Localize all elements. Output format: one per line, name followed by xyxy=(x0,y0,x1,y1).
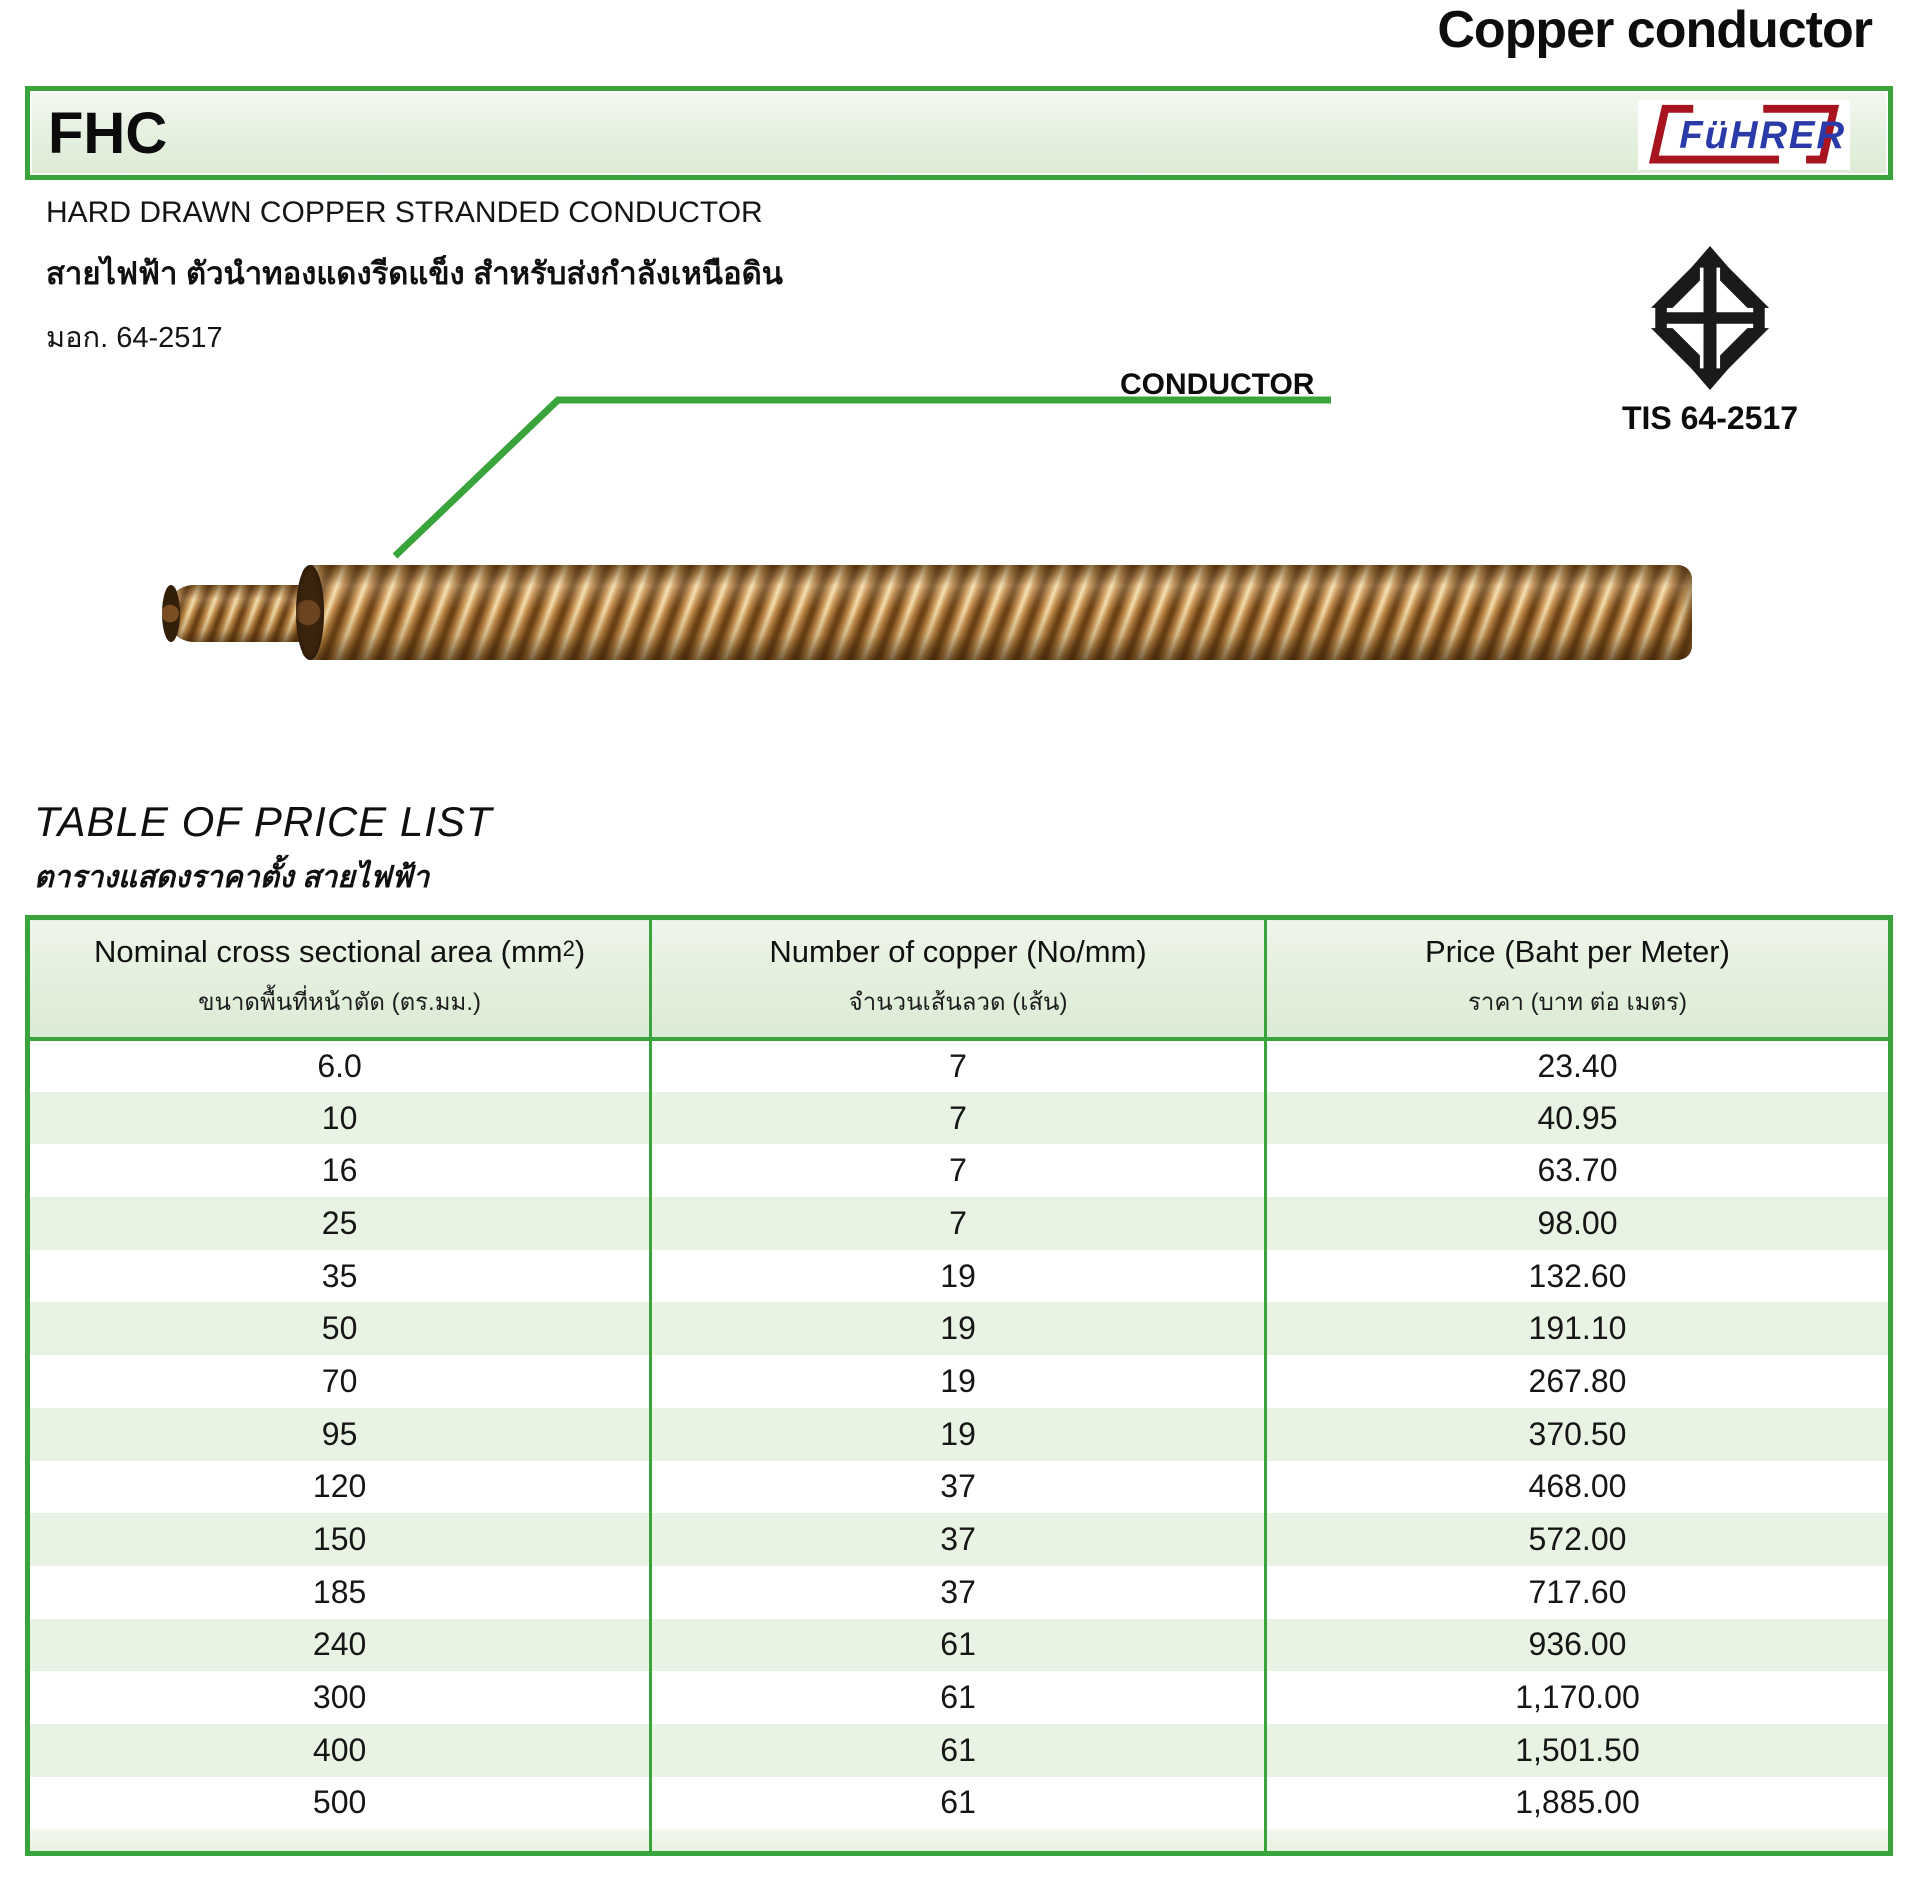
standard-number: มอก. 64-2517 xyxy=(46,322,223,354)
cell-price: 98.00 xyxy=(1265,1197,1890,1250)
cell-strands: 61 xyxy=(651,1671,1266,1724)
cell-price: 1,170.00 xyxy=(1265,1671,1890,1724)
cell-strands: 61 xyxy=(651,1619,1266,1672)
header-row xyxy=(28,918,1891,1040)
cell-area: 240 xyxy=(28,1619,651,1672)
cell-price: 1,885.00 xyxy=(1265,1777,1890,1830)
cell-price: 370.50 xyxy=(1265,1408,1890,1461)
cell-price: 23.40 xyxy=(1265,1039,1890,1092)
cell-strands: 61 xyxy=(651,1724,1266,1777)
cell-strands xyxy=(651,1829,1266,1853)
cell-strands: 7 xyxy=(651,1039,1266,1092)
cell-area: 185 xyxy=(28,1566,651,1619)
cell-strands: 19 xyxy=(651,1250,1266,1303)
table-row xyxy=(28,1724,1891,1777)
cell-strands: 19 xyxy=(651,1408,1266,1461)
callout-line xyxy=(390,392,1340,567)
cell-area xyxy=(28,1829,651,1853)
cell-strands: 7 xyxy=(651,1144,1266,1197)
cell-area: 120 xyxy=(28,1461,651,1514)
cell-price: 63.70 xyxy=(1265,1144,1890,1197)
cell-price: 40.95 xyxy=(1265,1092,1890,1145)
col-header-area xyxy=(28,918,651,1040)
fuhrer-logo xyxy=(1638,100,1850,170)
cell-area: 10 xyxy=(28,1092,651,1145)
table-row xyxy=(28,1250,1891,1303)
cell-area: 150 xyxy=(28,1513,651,1566)
cell-area: 35 xyxy=(28,1250,651,1303)
price-table xyxy=(25,915,1893,1856)
table-row xyxy=(28,1144,1891,1197)
cell-area: 95 xyxy=(28,1408,651,1461)
tis-diamond-mark-icon xyxy=(1638,246,1782,390)
table-row xyxy=(28,1619,1891,1672)
cell-strands: 7 xyxy=(651,1092,1266,1145)
price-list-title: TABLE OF PRICE LIST xyxy=(34,798,493,845)
table-row-empty xyxy=(28,1829,1891,1853)
conductor-callout-label: CONDUCTOR xyxy=(1120,368,1315,401)
cell-area: 50 xyxy=(28,1302,651,1355)
table-row xyxy=(28,1461,1891,1514)
product-name-en: HARD DRAWN COPPER STRANDED CONDUCTOR xyxy=(46,196,763,229)
col-header-strands xyxy=(651,918,1266,1040)
page-title: Copper conductor xyxy=(1437,1,1872,59)
table-row xyxy=(28,1197,1891,1250)
table-row xyxy=(28,1302,1891,1355)
table-row xyxy=(28,1092,1891,1145)
cell-strands: 61 xyxy=(651,1777,1266,1830)
cell-area: 300 xyxy=(28,1671,651,1724)
table-row xyxy=(28,1566,1891,1619)
cell-strands: 7 xyxy=(651,1197,1266,1250)
col-header-area-th: ขนาดพื้นที่หน้าตัด (ตร.มม.) xyxy=(198,989,482,1016)
col-header-price-th: ราคา (บาท ต่อ เมตร) xyxy=(1468,989,1687,1016)
product-code-bar xyxy=(25,86,1893,180)
cell-price: 1,501.50 xyxy=(1265,1724,1890,1777)
tis-mark-label: TIS 64-2517 xyxy=(1621,400,1799,436)
cell-price: 132.60 xyxy=(1265,1250,1890,1303)
table-row xyxy=(28,1513,1891,1566)
price-list-title-th: ตารางแสดงราคาตั้ง สายไฟฟ้า xyxy=(34,861,430,894)
table-row xyxy=(28,1671,1891,1724)
cell-price: 468.00 xyxy=(1265,1461,1890,1514)
col-header-price xyxy=(1265,918,1890,1040)
stranded-copper-conductor-image xyxy=(302,565,1692,660)
cell-strands: 19 xyxy=(651,1355,1266,1408)
cell-strands: 19 xyxy=(651,1302,1266,1355)
col-header-price-en: Price (Baht per Meter) xyxy=(1425,934,1730,969)
cell-price: 572.00 xyxy=(1265,1513,1890,1566)
cell-price: 191.10 xyxy=(1265,1302,1890,1355)
fuhrer-logo-text: FüHRER xyxy=(1679,114,1846,158)
table-row xyxy=(28,1777,1891,1830)
cell-area: 500 xyxy=(28,1777,651,1830)
cell-price: 936.00 xyxy=(1265,1619,1890,1672)
cell-area: 16 xyxy=(28,1144,651,1197)
cell-area: 400 xyxy=(28,1724,651,1777)
cell-area: 25 xyxy=(28,1197,651,1250)
col-header-strands-en: Number of copper (No/mm) xyxy=(769,934,1147,969)
table-row xyxy=(28,1408,1891,1461)
col-header-strands-th: จำนวนเส้นลวด (เส้น) xyxy=(848,989,1068,1016)
col-header-area-en: Nominal cross sectional area $(mm^2)$ xyxy=(94,934,586,969)
cell-strands: 37 xyxy=(651,1513,1266,1566)
table-row xyxy=(28,1355,1891,1408)
product-name-th: สายไฟฟ้า ตัวนำทองแดงรีดแข็ง สำหรับส่งกำลังเหนือดิน xyxy=(46,256,783,291)
cell-strands: 37 xyxy=(651,1461,1266,1514)
product-code: FHC xyxy=(48,100,168,166)
cell-area: 6.0 xyxy=(28,1039,651,1092)
cell-price: 267.80 xyxy=(1265,1355,1890,1408)
table-row xyxy=(28,1039,1891,1092)
cell-strands: 37 xyxy=(651,1566,1266,1619)
cell-price: 717.60 xyxy=(1265,1566,1890,1619)
fuhrer-bracket-logo-icon xyxy=(1638,100,1850,170)
cell-price xyxy=(1265,1829,1890,1853)
cell-area: 70 xyxy=(28,1355,651,1408)
